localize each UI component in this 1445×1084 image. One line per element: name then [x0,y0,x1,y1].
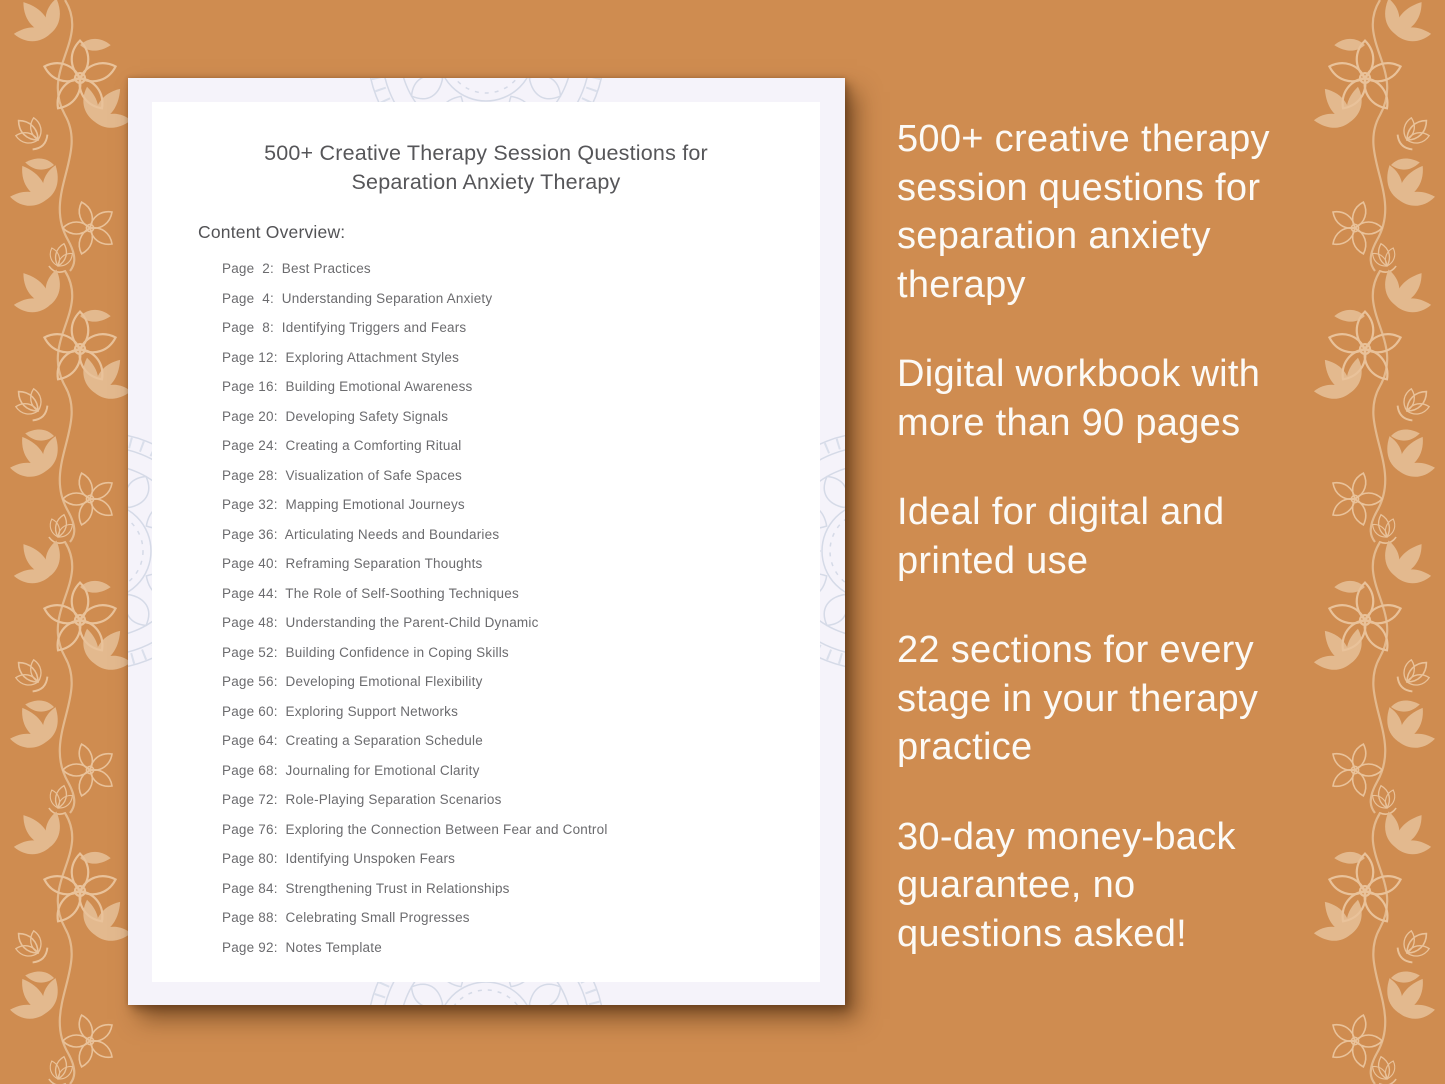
toc-item: Page 48: Understanding the Parent-Child Dynamic [222,615,539,630]
marketing-bullet: Ideal for digital and printed use [897,491,1225,582]
marketing-bullet: 500+ creative therapy session questions for separation anxiety therapy [897,118,1270,306]
marketing-bullet: Digital workbook with more than 90 pages [897,353,1261,444]
marketing-panel [897,115,1307,999]
toc-item: Page 12: Exploring Attachment Styles [222,349,460,365]
toc-item: Page 60: Exploring Support Networks [222,703,459,719]
toc-item: Page 52: Building Confidence in Coping Skills [222,644,509,660]
toc-item: Page 36: Articulating Needs and Boundaries [222,526,500,542]
toc-item: Page 24: Creating a Comforting Ritual [222,438,462,453]
workbook-title-line: Separation Anxiety Therapy [351,170,621,194]
toc-item: Page 32: Mapping Emotional Journeys [222,497,465,512]
toc-list [222,254,820,962]
toc-item: Page 20: Developing Safety Signals [222,408,449,424]
workbook-preview-card [128,78,845,1005]
workbook-page [152,102,820,982]
toc-item: Page 28: Visualization of Safe Spaces [222,467,463,483]
flower-vine-icon [1295,0,1445,1084]
toc-item: Page 84: Strengthening Trust in Relationships [222,880,510,896]
marketing-bullet: 30-day money-back guarantee, no questions asked! [897,815,1236,955]
toc-item: Page 44: The Role of Self-Soothing Techniques [222,585,519,601]
toc-item: Page 80: Identifying Unspoken Fears [222,851,456,866]
toc-item: Page 56: Developing Emotional Flexibility [222,674,483,689]
toc-item: Page 2: Best Practices [222,261,371,276]
toc-item: Page 68: Journaling for Emotional Clarity [222,762,480,778]
toc-item: Page 88: Celebrating Small Progresses [222,910,470,925]
workbook-title [152,139,820,197]
toc-item: Page 8: Identifying Triggers and Fears [222,320,467,335]
toc-item: Page 16: Building Emotional Awareness [222,379,473,394]
toc-item: Page 4: Understanding Separation Anxiety [222,290,493,306]
content-overview-heading: Content Overview: [198,222,346,242]
marketing-bullet: 22 sections for every stage in your therapy practice [897,629,1259,768]
toc-item: Page 76: Exploring the Connection Between Fear and Control [222,821,608,837]
toc-item: Page 92: Notes Template [222,939,382,955]
toc-item: Page 64: Creating a Separation Schedule [222,733,483,748]
workbook-title-line: 500+ Creative Therapy Session Questions for [264,141,708,165]
toc-item: Page 40: Reframing Separation Thoughts [222,556,483,571]
toc-item: Page 72: Role-Playing Separation Scenarios [222,792,502,807]
